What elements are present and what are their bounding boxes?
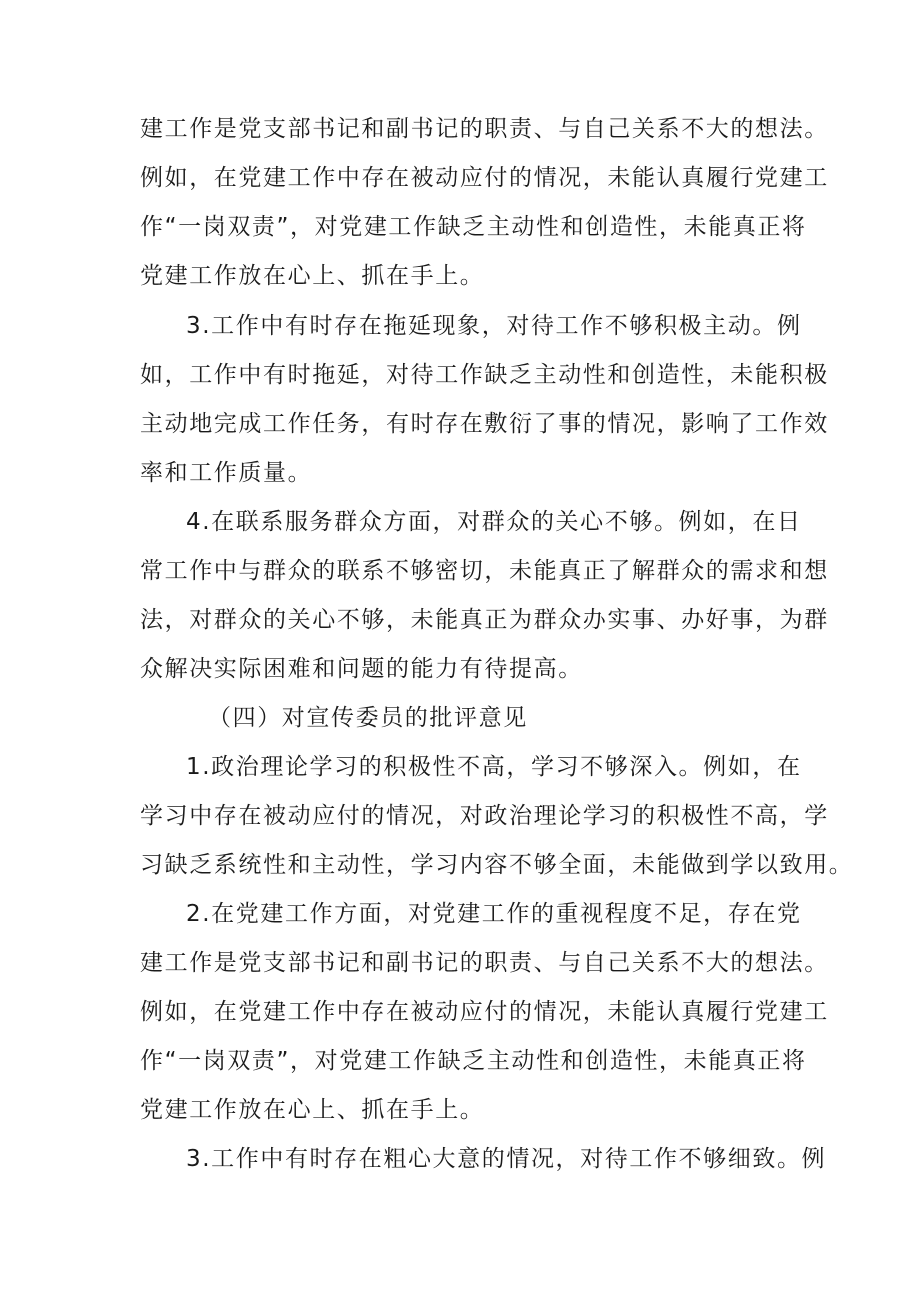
text-line: 众解决实际困难和问题的能力有待提高。	[140, 656, 583, 682]
paragraph-first-line: 1.政治理论学习的积极性不高，学习不够深入。例如，在	[186, 754, 802, 780]
paragraph-first-line: 4.在联系服务群众方面，对群众的关心不够。例如，在日	[186, 509, 802, 535]
paragraph-first-line: 3.工作中有时存在拖延现象，对待工作不够积极主动。例	[186, 313, 802, 339]
text-line: 作“一岗双责”，对党建工作缺乏主动性和创造性，未能真正将	[140, 214, 807, 240]
text-line: 率和工作质量。	[140, 460, 313, 486]
text-line: 法，对群众的关心不够，未能真正为群众办实事、办好事，为群	[140, 607, 829, 633]
text-line: 作“一岗双责”，对党建工作缺乏主动性和创造性，未能真正将	[140, 1048, 807, 1074]
text-line: 建工作是党支部书记和副书记的职责、与自己关系不大的想法。	[140, 950, 829, 976]
text-line: 建工作是党支部书记和副书记的职责、与自己关系不大的想法。	[140, 116, 829, 142]
text-line: 常工作中与群众的联系不够密切，未能真正了解群众的需求和想	[140, 558, 829, 584]
text-line: 学习中存在被动应付的情况，对政治理论学习的积极性不高，学	[140, 803, 829, 829]
paragraph-first-line: 3.工作中有时存在粗心大意的情况，对待工作不够细致。例	[186, 1146, 827, 1172]
text-line: 主动地完成工作任务，有时存在敷衍了事的情况，影响了工作效	[140, 411, 829, 437]
text-line: 习缺乏系统性和主动性，学习内容不够全面，未能做到学以致用。	[140, 852, 854, 878]
text-line: 党建工作放在心上、抓在手上。	[140, 1097, 485, 1123]
section-heading: （四）对宣传委员的批评意见	[208, 705, 528, 731]
text-line: 例如，在党建工作中存在被动应付的情况，未能认真履行党建工	[140, 165, 829, 191]
text-line: 如，工作中有时拖延，对待工作缺乏主动性和创造性，未能积极	[140, 362, 829, 388]
paragraph-first-line: 2.在党建工作方面，对党建工作的重视程度不足，存在党	[186, 901, 802, 927]
text-line: 例如，在党建工作中存在被动应付的情况，未能认真履行党建工	[140, 999, 829, 1025]
text-line: 党建工作放在心上、抓在手上。	[140, 263, 485, 289]
